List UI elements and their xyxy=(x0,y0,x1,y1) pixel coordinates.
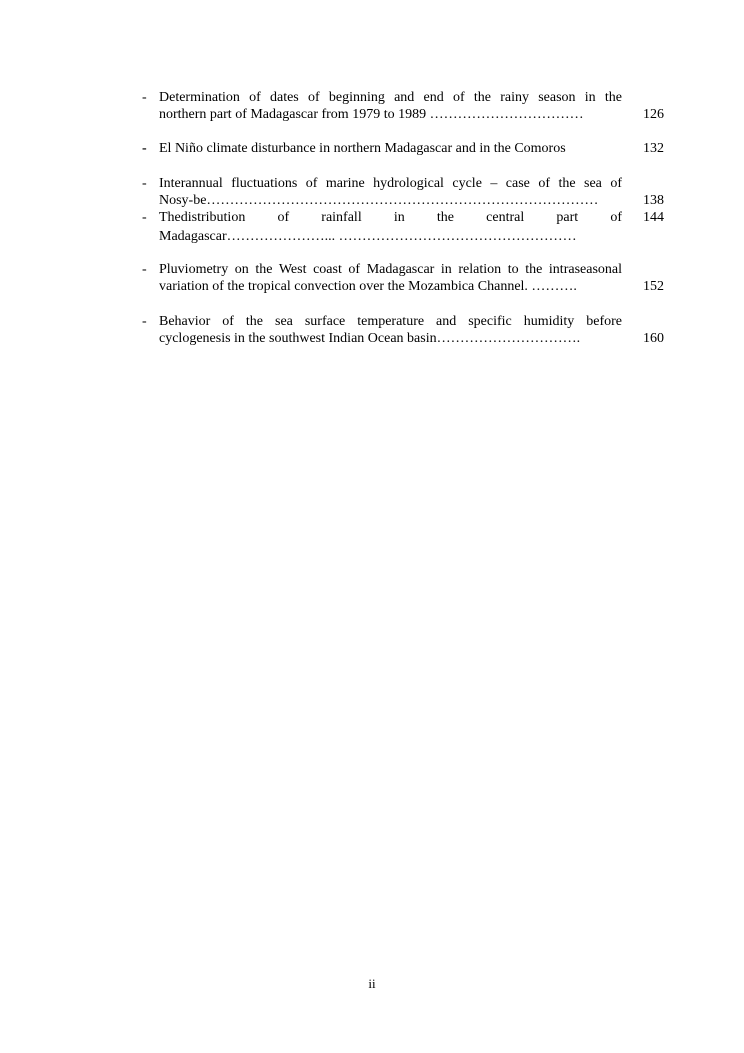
toc-entry-rainfall-distribution xyxy=(142,209,664,243)
toc-entry-title-line: Madagascar…………………... …………………………………………… xyxy=(159,229,577,244)
toc-page-number: 144 xyxy=(643,210,664,225)
list-bullet: - xyxy=(142,314,147,329)
list-bullet: - xyxy=(142,210,147,225)
list-bullet: - xyxy=(142,176,147,191)
toc-page-number: 152 xyxy=(643,279,664,294)
toc-entry-interannual-fluctuations xyxy=(142,175,664,209)
toc-entry-title-line: Thedistribution of rainfall in the central part of xyxy=(159,210,622,225)
toc-entry-title-line: Behavior of the sea surface temperature and specific humidity before xyxy=(159,314,622,329)
toc-page-number: 160 xyxy=(643,331,664,346)
list-bullet: - xyxy=(142,262,147,277)
toc-entry-rainy-season xyxy=(142,89,664,123)
list-bullet: - xyxy=(142,90,147,105)
toc-page-number: 138 xyxy=(643,193,664,208)
toc-entry-sea-surface-temperature xyxy=(142,313,664,347)
list-bullet: - xyxy=(142,141,147,156)
toc-entry-title-line: cyclogenesis in the southwest Indian Ocean basin…………………………. xyxy=(159,331,581,346)
toc-entry-pluviometry xyxy=(142,261,664,295)
toc-page-number: 126 xyxy=(643,107,664,122)
toc-entry-title-line: Nosy-be………………………………………………………………………… xyxy=(159,193,599,208)
page-number-footer: ii xyxy=(368,976,376,991)
toc-entry-el-nino xyxy=(142,140,664,157)
toc-entry-title-line: northern part of Madagascar from 1979 to 1989 …………………………… xyxy=(159,107,584,122)
toc-entry-title-line: Pluviometry on the West coast of Madagascar in relation to the intraseasonal xyxy=(159,262,622,277)
toc-entry-title-line: Determination of dates of beginning and end of the rainy season in the xyxy=(159,90,622,105)
toc-entry-title-line: Interannual fluctuations of marine hydrological cycle – case of the sea of xyxy=(159,176,622,191)
toc-page-number: 132 xyxy=(643,141,664,156)
toc-entry-title-line: El Niño climate disturbance in northern Madagascar and in the Comoros xyxy=(159,141,566,156)
toc-entry-title-line: variation of the tropical convection over the Mozambica Channel. ………. xyxy=(159,279,577,294)
